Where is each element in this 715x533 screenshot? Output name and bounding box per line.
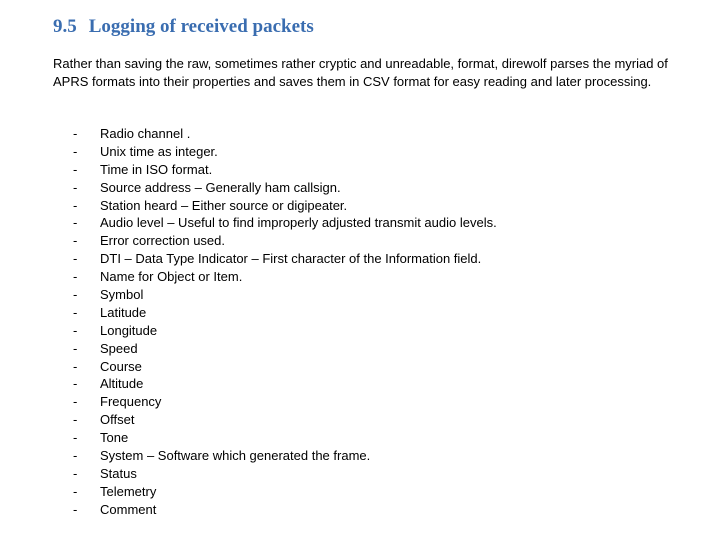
list-item-text: Course xyxy=(100,358,142,374)
bullet-dash: - xyxy=(73,501,78,517)
bullet-dash: - xyxy=(73,322,78,338)
bullet-dash: - xyxy=(73,465,78,481)
bullet-dash: - xyxy=(73,430,78,446)
list-item-text: Comment xyxy=(100,501,157,517)
bullet-dash: - xyxy=(73,179,78,195)
bullet-dash: - xyxy=(73,394,78,410)
bullet-dash: - xyxy=(73,143,78,159)
list-item-text: DTI – Data Type Indicator – First character of the Information field. xyxy=(100,251,482,267)
bullet-dash: - xyxy=(73,304,78,320)
list-item-text: Radio channel . xyxy=(100,126,191,141)
list-item-text: Offset xyxy=(100,412,135,428)
bullet-dash: - xyxy=(73,483,78,499)
bullet-dash: - xyxy=(73,197,78,213)
list-item-text: Time in ISO format. xyxy=(100,161,213,177)
list-item-text: Source address – Generally ham callsign. xyxy=(100,179,341,195)
list-item-text: Tone xyxy=(100,430,129,446)
list-item-text: Error correction used. xyxy=(100,233,225,249)
section-number: 9.5 xyxy=(53,16,77,37)
bullet-dash: - xyxy=(73,215,78,231)
list-item-text: Telemetry xyxy=(100,483,157,499)
bullet-dash: - xyxy=(73,448,78,464)
list-item-text: Symbol xyxy=(100,287,144,303)
bullet-dash: - xyxy=(73,287,78,303)
list-item-text: Speed xyxy=(100,340,138,356)
list-item-text: Name for Object or Item. xyxy=(100,269,243,285)
list-item-text: Unix time as integer. xyxy=(100,143,218,159)
bullet-dash: - xyxy=(73,126,78,141)
bullet-dash: - xyxy=(73,251,78,267)
bullet-dash: - xyxy=(73,358,78,374)
section-title: Logging of received packets xyxy=(88,16,314,37)
list-item-text: Audio level – Useful to find improperly adjusted transmit audio levels. xyxy=(100,215,497,231)
bullet-dash: - xyxy=(73,161,78,177)
intro-paragraph: Rather than saving the raw, sometimes rather cryptic and unreadable, format, direwolf parses the myriad of APRS formats into their properties and saves them in CSV format for easy reading and later processing. xyxy=(53,56,668,89)
bullet-dash: - xyxy=(73,340,78,356)
list-item-text: Altitude xyxy=(100,376,144,392)
list-item-text: System – Software which generated the frame. xyxy=(100,448,371,464)
list-item-text: Station heard – Either source or digipeater. xyxy=(100,197,348,213)
list-item-text: Latitude xyxy=(100,304,147,320)
bullet-dash: - xyxy=(73,412,78,428)
bullet-dash: - xyxy=(73,376,78,392)
list-item-text: Frequency xyxy=(100,394,162,410)
bullet-dash: - xyxy=(73,233,78,249)
list-item-text: Longitude xyxy=(100,322,158,338)
section-heading xyxy=(53,15,314,39)
list-item-text: Status xyxy=(100,465,137,481)
bullet-dash: - xyxy=(73,269,78,285)
